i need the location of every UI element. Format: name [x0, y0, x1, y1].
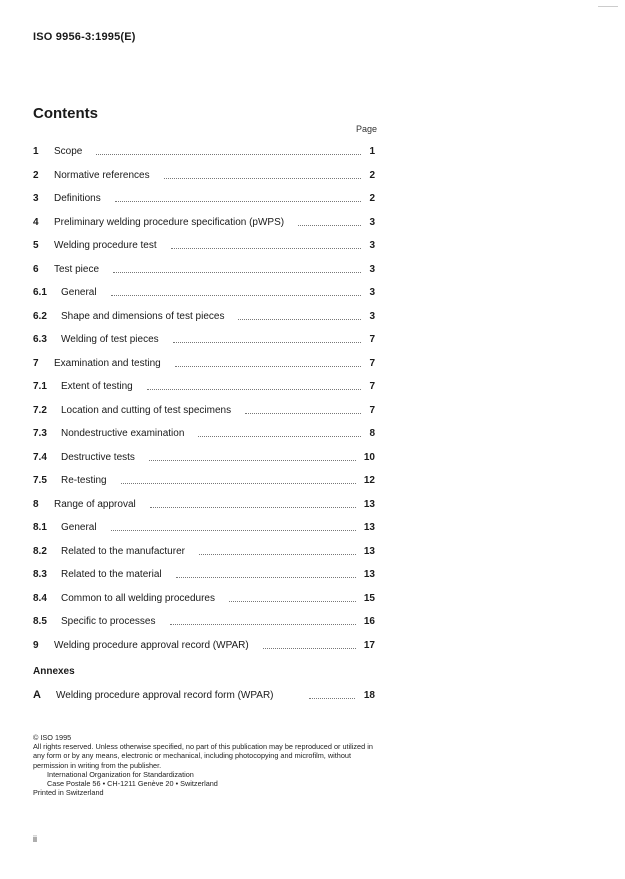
toc-entry-page: 2 [369, 193, 375, 204]
document-id-header: ISO 9956-3:1995(E) [33, 31, 136, 43]
toc-entry[interactable] [33, 140, 378, 164]
dot-leader [111, 295, 361, 296]
toc-entry-number: 2 [33, 169, 39, 181]
toc-entry[interactable] [33, 563, 378, 587]
dot-leader [111, 530, 356, 531]
annex-entry[interactable] [33, 684, 378, 707]
dot-leader [173, 342, 361, 343]
dot-leader [115, 201, 361, 202]
printed-in: Printed in Switzerland [33, 788, 104, 798]
dot-leader [199, 554, 356, 555]
toc-entry-number: 8.5 [33, 616, 47, 627]
annex-title: Welding procedure approval record form (WPAR) [56, 690, 274, 701]
toc-entry-title: Destructive tests [61, 451, 135, 463]
toc-entry-page: 15 [363, 592, 375, 604]
dot-leader [150, 507, 356, 508]
toc-entry-number: 3 [33, 193, 39, 204]
toc-entry-page: 13 [363, 545, 375, 557]
dot-leader [164, 178, 361, 179]
toc-entry[interactable] [33, 446, 378, 470]
dot-leader [298, 225, 361, 226]
dot-leader [113, 272, 361, 273]
toc-entry-number: 8.1 [33, 522, 47, 533]
toc-entry-title: Definitions [54, 193, 101, 204]
dot-leader [121, 483, 356, 484]
toc-entry-page: 17 [363, 639, 375, 651]
dot-leader [176, 577, 356, 578]
corner-scan-mark [598, 6, 618, 7]
toc-entry-number: 9 [33, 639, 39, 651]
toc-entry-title: Related to the manufacturer [61, 545, 185, 557]
dot-leader [175, 366, 361, 367]
toc-entry-title: Nondestructive examination [61, 428, 185, 439]
toc-entry-number: 8.4 [33, 592, 47, 604]
toc-entry-number: 8.2 [33, 545, 47, 557]
toc-entry-title: Related to the material [61, 569, 162, 580]
toc-entry-title: Examination and testing [54, 357, 161, 369]
toc-entry-number: 6.3 [33, 334, 47, 345]
toc-entry[interactable] [33, 375, 378, 399]
toc-entry[interactable] [33, 516, 378, 540]
toc-entry[interactable] [33, 493, 378, 517]
toc-entry-page: 7 [369, 404, 375, 416]
page-column-label: Page [356, 124, 378, 134]
dot-leader [149, 460, 356, 461]
toc-entry[interactable] [33, 469, 378, 493]
toc-entry-title: Shape and dimensions of test pieces [61, 310, 225, 322]
toc-entry-title: Preliminary welding procedure specification (pWPS) [54, 216, 285, 228]
toc-entry-title: General [61, 287, 97, 298]
dot-leader [245, 413, 361, 414]
toc-entry-page: 10 [363, 451, 375, 463]
toc-entry-page: 7 [369, 357, 375, 369]
toc-entry-title: General [61, 522, 97, 533]
toc-entry-page: 3 [369, 287, 375, 298]
toc-entry[interactable] [33, 634, 378, 658]
toc-entry-number: 6 [33, 263, 39, 275]
toc-entry-number: 6.1 [33, 287, 47, 298]
toc-entry-number: 5 [33, 240, 39, 251]
toc-entry[interactable] [33, 587, 378, 611]
toc-entry[interactable] [33, 422, 378, 446]
toc-entry-title: Normative references [54, 169, 150, 181]
toc-entry-title: Welding of test pieces [61, 334, 159, 345]
toc-entry-page: 3 [369, 216, 375, 228]
toc-entry-title: Common to all welding procedures [61, 592, 215, 604]
copyright-notice [33, 733, 381, 797]
annexes-heading: Annexes [33, 666, 75, 677]
toc-entry-number: 7.1 [33, 381, 47, 392]
dot-leader [309, 698, 355, 699]
toc-entry-page: 13 [363, 569, 375, 580]
toc-entry-title: Welding procedure test [54, 240, 157, 251]
toc-entry[interactable] [33, 281, 378, 305]
toc-entry-page: 7 [369, 381, 375, 392]
toc-entry-page: 13 [363, 498, 375, 510]
toc-entry-number: 1 [33, 146, 39, 157]
toc-entry-page: 2 [369, 169, 375, 181]
toc-entry[interactable] [33, 352, 378, 376]
dot-leader [96, 154, 361, 155]
contents-title: Contents [33, 105, 98, 122]
dot-leader [263, 648, 356, 649]
toc-entry-page: 12 [363, 475, 375, 486]
dot-leader [198, 436, 361, 437]
toc-entry-number: 7.4 [33, 451, 47, 463]
toc-entry-title: Test piece [54, 263, 100, 275]
toc-entry-number: 4 [33, 216, 39, 228]
toc-entry-number: 7.3 [33, 428, 47, 439]
toc-entry-number: 7.5 [33, 475, 47, 486]
toc-entry[interactable] [33, 328, 378, 352]
toc-entry-title: Re-testing [61, 475, 107, 486]
toc-entry-page: 7 [369, 334, 375, 345]
toc-entry-number: 7 [33, 357, 39, 369]
toc-entry-title: Location and cutting of test specimens [61, 404, 232, 416]
annex-number: A [33, 689, 41, 701]
organization-address: Case Postale 56 • CH-1211 Genève 20 • Switzerland [47, 779, 218, 789]
toc-entry-number: 6.2 [33, 310, 47, 322]
dot-leader [147, 389, 361, 390]
dot-leader [229, 601, 356, 602]
toc-entry[interactable] [33, 610, 378, 634]
dot-leader [170, 624, 356, 625]
toc-entry[interactable] [33, 540, 378, 564]
toc-entry-title: Extent of testing [61, 381, 133, 392]
toc-entry[interactable] [33, 305, 378, 329]
toc-entry-page: 3 [369, 310, 375, 322]
toc-entry-title: Welding procedure approval record (WPAR) [54, 639, 249, 651]
toc-entry[interactable] [33, 234, 378, 258]
toc-entry[interactable] [33, 399, 378, 423]
toc-entry[interactable] [33, 258, 378, 282]
rights-statement: All rights reserved. Unless otherwise specified, no part of this publication may be reproduced or utilized in any form or by any means, electronic or mechanical, including photocopying and microfilm, without permission in writing from the publisher. [33, 742, 373, 770]
organization-name: International Organization for Standardization [47, 769, 194, 779]
toc-entry-title: Scope [54, 146, 83, 157]
toc-entry-number: 8 [33, 498, 39, 510]
toc-entry-page: 3 [369, 240, 375, 251]
dot-leader [238, 319, 361, 320]
toc-entry[interactable] [33, 211, 378, 235]
toc-entry-number: 8.3 [33, 569, 47, 580]
toc-entry[interactable] [33, 164, 378, 188]
toc-entry-title: Specific to processes [61, 616, 156, 627]
table-of-contents [33, 140, 378, 657]
copyright-line: © ISO 1995 [33, 733, 72, 742]
toc-entry-page: 3 [369, 263, 375, 275]
toc-entry-page: 1 [369, 146, 375, 157]
toc-entry-page: 13 [363, 522, 375, 533]
page-folio: ii [33, 834, 37, 844]
toc-entry-title: Range of approval [54, 498, 136, 510]
dot-leader [171, 248, 361, 249]
toc-entry-page: 16 [363, 616, 375, 627]
annex-page-number: 18 [363, 690, 375, 701]
toc-entry-number: 7.2 [33, 404, 47, 416]
toc-entry-page: 8 [369, 428, 375, 439]
toc-entry[interactable] [33, 187, 378, 211]
